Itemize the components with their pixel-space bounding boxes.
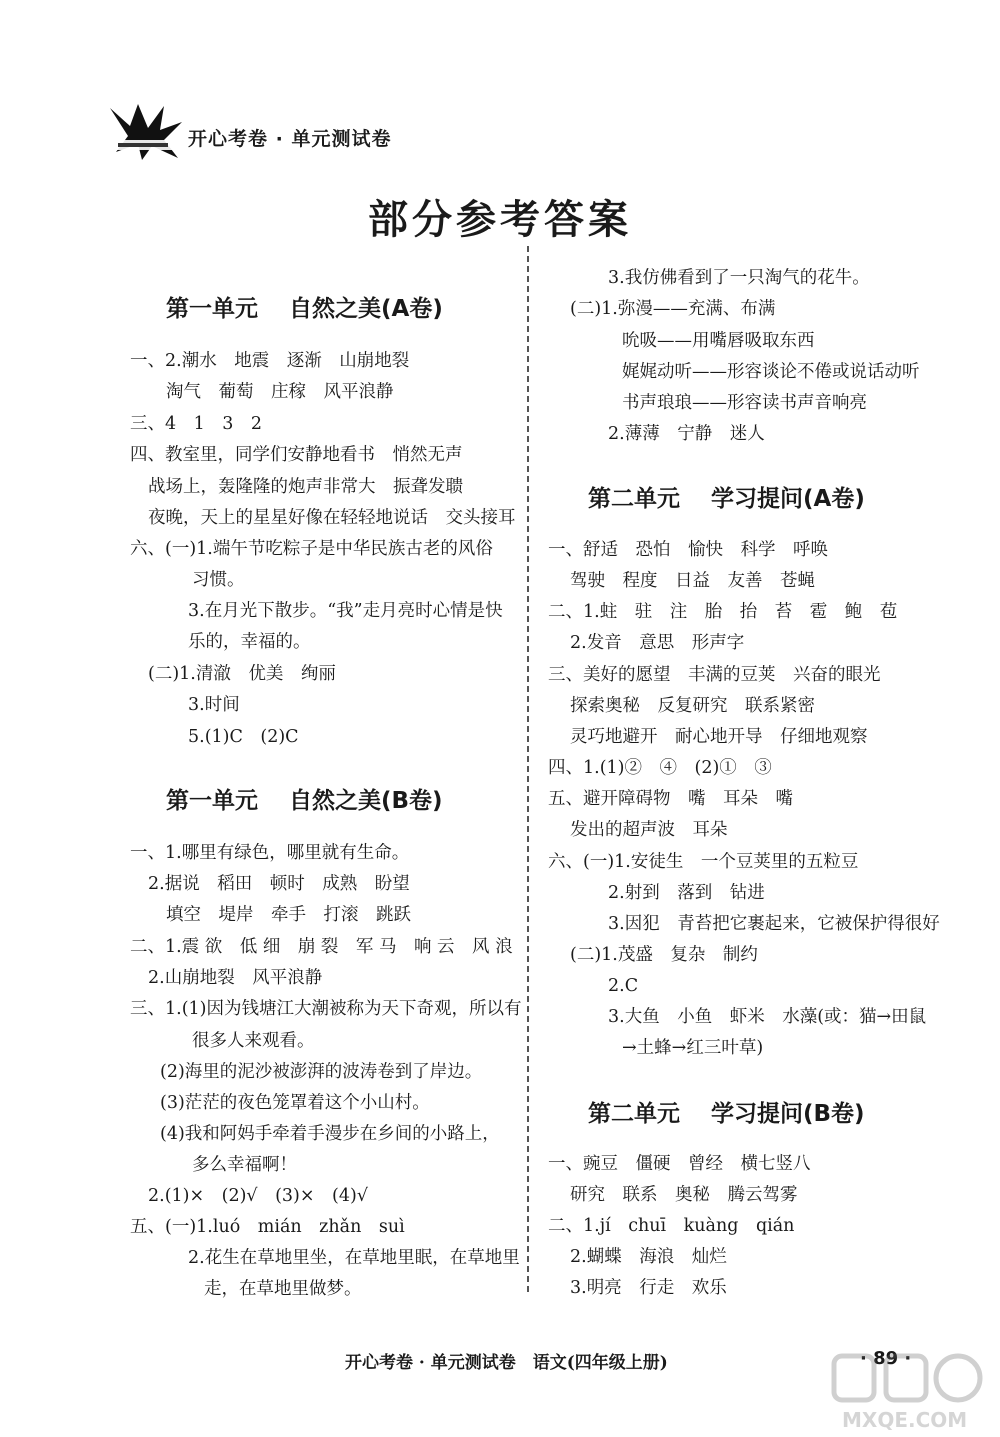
- answer-line: 三、1.(1)因为钱塘江大潮被称为天下奇观，所以有: [130, 999, 522, 1019]
- section-heading: 第二单元 学习提问(A卷): [588, 486, 865, 512]
- answer-line: 2.(1)× (2)√ (3)× (4)√: [148, 1186, 368, 1206]
- answer-line: 2.薄薄 宁静 迷人: [608, 424, 765, 444]
- section-heading: 第一单元 自然之美(A卷): [166, 296, 443, 322]
- answer-line: 2.蝴蝶 海浪 灿烂: [570, 1247, 727, 1267]
- answer-line: (二)1.弥漫——充满、布满: [570, 299, 776, 319]
- answer-line: 一、2.潮水 地震 逐渐 山崩地裂: [130, 351, 410, 371]
- answer-line: 淘气 葡萄 庄稼 风平浪静: [166, 382, 394, 402]
- answer-line: 5.(1)C (2)C: [188, 727, 299, 747]
- answer-line: 六、(一)1.安徒生 一个豆荚里的五粒豆: [548, 852, 859, 872]
- column-divider: [527, 246, 529, 1292]
- answer-line: 书声琅琅——形容读书声音响亮: [622, 393, 867, 413]
- answer-line: 灵巧地避开 耐心地开导 仔细地观察: [570, 727, 868, 747]
- answer-line: 一、舒适 恐怕 愉快 科学 呼唤: [548, 540, 828, 560]
- answer-line: 驾驶 程度 日益 友善 苍蝇: [570, 571, 815, 591]
- answer-line: 走，在草地里做梦。: [204, 1279, 362, 1299]
- answer-line: 二、1.震 欲 低 细 崩 裂 军 马 响 云 风 浪: [130, 937, 513, 957]
- answer-line: 3.因犯 青苔把它裹起来，它被保护得很好: [608, 914, 940, 934]
- answer-line: 2.山崩地裂 风平浪静: [148, 968, 323, 988]
- answer-line: (4)我和阿妈手牵着手漫步在乡间的小路上，: [160, 1124, 500, 1144]
- answer-line: 3.我仿佛看到了一只淘气的花牛。: [608, 268, 870, 288]
- answer-line: 多么幸福啊！: [192, 1155, 297, 1175]
- answer-line: 探索奥秘 反复研究 联系紧密: [570, 696, 815, 716]
- answer-line: 娓娓动听——形容谈论不倦或说话动听: [622, 362, 920, 382]
- answer-line: (3)茫茫的夜色笼罩着这个小山村。: [160, 1093, 430, 1113]
- answer-line: 二、1.蛀 驻 注 胎 抬 苔 雹 鲍 苞: [548, 602, 898, 622]
- answer-line: 四、1.(1)② ④ (2)① ③: [548, 758, 772, 778]
- answer-line: 2.花生在草地里坐，在草地里眠，在草地里: [188, 1248, 520, 1268]
- answer-line: 研究 联系 奥秘 腾云驾雾: [570, 1185, 798, 1205]
- publisher-logo-icon: [108, 100, 188, 162]
- answer-line: 二、1.jí chuī kuàng qián: [548, 1216, 795, 1236]
- section-heading: 第一单元 自然之美(B卷): [166, 788, 443, 814]
- answer-line: 2.据说 稻田 顿时 成熟 盼望: [148, 874, 410, 894]
- answer-line: (2)海里的泥沙被澎湃的波涛卷到了岸边。: [160, 1062, 483, 1082]
- answer-line: 3.大鱼 小鱼 虾米 水藻(或：猫→田鼠: [608, 1007, 927, 1027]
- answer-line: 四、教室里，同学们安静地看书 悄然无声: [130, 445, 463, 465]
- page-title: 部分参考答案: [368, 197, 632, 243]
- answer-line: 发出的超声波 耳朵: [570, 820, 728, 840]
- answer-line: 习惯。: [192, 570, 245, 590]
- answer-line: (二)1.茂盛 复杂 制约: [570, 945, 758, 965]
- answer-line: 3.在月光下散步。“我”走月亮时心情是快: [188, 601, 503, 621]
- answer-line: 一、豌豆 僵硬 曾经 横七竖八: [548, 1154, 811, 1174]
- answer-line: 夜晚，天上的星星好像在轻轻地说话 交头接耳: [148, 508, 516, 528]
- answer-line: →土蜂→红三叶草): [622, 1038, 764, 1058]
- answer-line: 填空 堤岸 牵手 打滚 跳跃: [166, 905, 411, 925]
- answer-line: 乐的，幸福的。: [188, 632, 311, 652]
- answer-line: 战场上，轰隆隆的炮声非常大 振聋发聩: [148, 477, 463, 497]
- answer-line: 2.C: [608, 976, 639, 996]
- section-heading: 第二单元 学习提问(B卷): [588, 1101, 865, 1127]
- answer-line: 三、美好的愿望 丰满的豆荚 兴奋的眼光: [548, 665, 881, 685]
- answer-line: 五、(一)1.luó mián zhǎn suì: [130, 1217, 405, 1237]
- answer-line: 一、1.哪里有绿色，哪里就有生命。: [130, 843, 410, 863]
- answer-line: 六、(一)1.端午节吃粽子是中华民族古老的风俗: [130, 539, 493, 559]
- answer-line: 3.时间: [188, 695, 240, 715]
- watermark-logo-icon: [830, 1350, 990, 1408]
- series-title: 开心考卷 · 单元测试卷: [188, 128, 392, 150]
- answer-line: 三、4 1 3 2: [130, 414, 263, 434]
- answer-line: 很多人来观看。: [192, 1031, 315, 1051]
- footer-text: 开心考卷 · 单元测试卷 语文(四年级上册): [345, 1353, 668, 1373]
- watermark: [830, 1350, 990, 1435]
- answer-line: (二)1.清澈 优美 绚丽: [148, 664, 336, 684]
- answer-line: 2.发音 意思 形声字: [570, 633, 745, 653]
- answer-line: 3.明亮 行走 欢乐: [570, 1278, 727, 1298]
- answer-line: 五、避开障碍物 嘴 耳朵 嘴: [548, 789, 793, 809]
- watermark-text: MXQE.COM: [842, 1408, 968, 1432]
- answer-line: 吮吸——用嘴唇吸取东西: [622, 331, 815, 351]
- answer-line: 2.射到 落到 钻进: [608, 883, 765, 903]
- page-number: · 89 ·: [860, 1348, 912, 1369]
